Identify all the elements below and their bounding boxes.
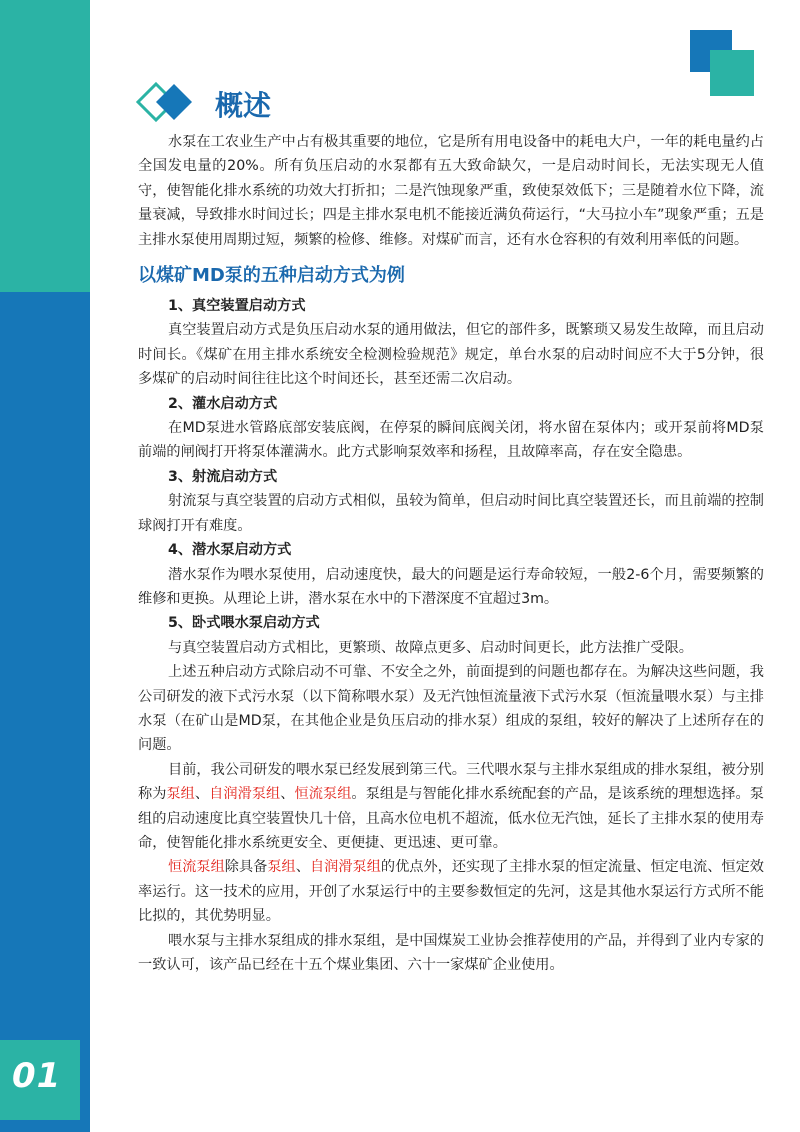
subsection-title: 以煤矿MD泵的五种启动方式为例 xyxy=(138,265,405,287)
current-text-2: 。泵组是与智能化排水系统配套的产品，是该系统的理想选择。泵组的启动速度比真空装置快几十倍，且高水位电机不超流，低水位无汽蚀，延长了主排水泵的使用寿命，使智能化排水系统更安全、更便捷、更迅速、更可靠。 xyxy=(138,786,764,851)
current-paragraph xyxy=(138,758,764,856)
method-text-1: 真空装置启动方式是负压启动水泵的通用做法，但它的部件多，既繁琐又易发生故障，而且启动时间长。《煤矿在用主排水系统安全检测检验规范》规定，单台水泵的启动时间应不大于5分钟，很多煤矿的启动时间往往比这个时间还长，甚至还需二次启动。 xyxy=(138,322,764,388)
method-text-4: 潜水泵作为喂水泵使用，启动速度快，最大的问题是运行寿命较短，一般2-6个月，需要频繁的维修和更换。从理论上讲，潜水泵在水中的下潜深度不宜超过3m。 xyxy=(138,566,764,607)
constant-flow-paragraph xyxy=(138,855,764,928)
diamond-icon xyxy=(136,80,200,124)
corner-teal-square xyxy=(710,50,754,96)
highlight-constant-flow-group-2: 恒流泵组 xyxy=(168,859,225,876)
hengliu-text-1: 除具备 xyxy=(224,859,268,876)
corner-decoration xyxy=(690,30,760,100)
page-number-badge xyxy=(0,1040,80,1120)
page-number: 01 xyxy=(12,1056,62,1096)
method-heading-2: 2、灌水启动方式 xyxy=(168,395,278,412)
highlight-pump-group: 泵组 xyxy=(166,786,195,803)
method-text-2: 在MD泵进水管路底部安装底阀，在停泵的瞬间底阀关闭，将水留在泵体内；或开泵前将MD泵前端的闸阀打开将泵体灌满水。此方式影响泵效率和扬程，且故障率高，存在安全隐患。 xyxy=(138,420,764,461)
highlight-pump-group-2: 泵组 xyxy=(267,859,296,876)
highlight-self-lubricating-group: 自润滑泵组 xyxy=(209,786,281,803)
method-text-5: 与真空装置启动方式相比，更繁琐、故障点更多、启动时间更长，此方法推广受限。 xyxy=(168,639,693,656)
sidebar-blue-band xyxy=(0,292,90,1132)
method-text-3: 射流泵与真空装置的启动方式相似，虽较为简单，但启动时间比真空装置还长，而且前端的控制球阀打开有难度。 xyxy=(138,493,764,534)
hengliu-text-2: 的优点外，还实现了主排水泵的恒定流量、恒定电流、恒定效率运行。这一技术的应用，开创了水泵运行中的主要参数恒定的先河，这是其他水泵运行方式所不能比拟的，其优势明显。 xyxy=(138,859,764,925)
section-title: 概述 xyxy=(215,89,272,122)
left-sidebar xyxy=(0,0,90,1132)
sidebar-teal-band xyxy=(0,0,90,292)
separator-2: 、 xyxy=(280,786,295,803)
method-heading-3: 3、射流启动方式 xyxy=(168,468,278,485)
highlight-constant-flow-group: 恒流泵组 xyxy=(294,786,352,803)
intro-paragraph: 水泵在工农业生产中占有极其重要的地位，它是所有用电设备中的耗电大户，一年的耗电量约占全国发电量的20%。所有负压启动的水泵都有五大致命缺欠，一是启动时间长，无法实现无人值守，使智能化排水系统的功效大打折扣；二是汽蚀现象严重，致使泵效低下；三是随着水位下降，流量衰减，导致排水时间过长；四是主排水泵电机不能接近满负荷运行，“大马拉小车”现象严重；五是主排水泵使用周期过短，频繁的检修、维修。对煤矿而言，还有水仓容积的有效利用率低的问题。 xyxy=(138,134,764,248)
final-paragraph: 喂水泵与主排水泵组成的排水泵组，是中国煤炭工业协会推荐使用的产品，并得到了业内专家的一致认可，该产品已经在十五个煤业集团、六十一家煤矿企业使用。 xyxy=(138,932,764,973)
method-heading-5: 5、卧式喂水泵启动方式 xyxy=(168,615,320,632)
current-text-1: 目前，我公司研发的喂水泵已经发展到第三代。三代喂水泵与主排水泵组成的排水泵组，被分别称为 xyxy=(138,761,764,803)
method-heading-1: 1、真空装置启动方式 xyxy=(168,298,306,315)
summary-paragraph: 上述五种启动方式除启动不可靠、不安全之外，前面提到的问题也都存在。为解决这些问题，我公司研发的液下式污水泵（以下简称喂水泵）及无汽蚀恒流量液下式污水泵（恒流量喂水泵）与主排水泵（在矿山是MD泵，在其他企业是负压启动的排水泵）组成的泵组，较好的解决了上述所存在的问题。 xyxy=(138,664,764,754)
article-body xyxy=(138,130,764,977)
separator-1: 、 xyxy=(194,786,210,803)
separator-3: 、 xyxy=(295,859,310,876)
highlight-self-lubricating-group-2: 自润滑泵组 xyxy=(309,859,381,876)
method-heading-4: 4、潜水泵启动方式 xyxy=(168,542,292,559)
